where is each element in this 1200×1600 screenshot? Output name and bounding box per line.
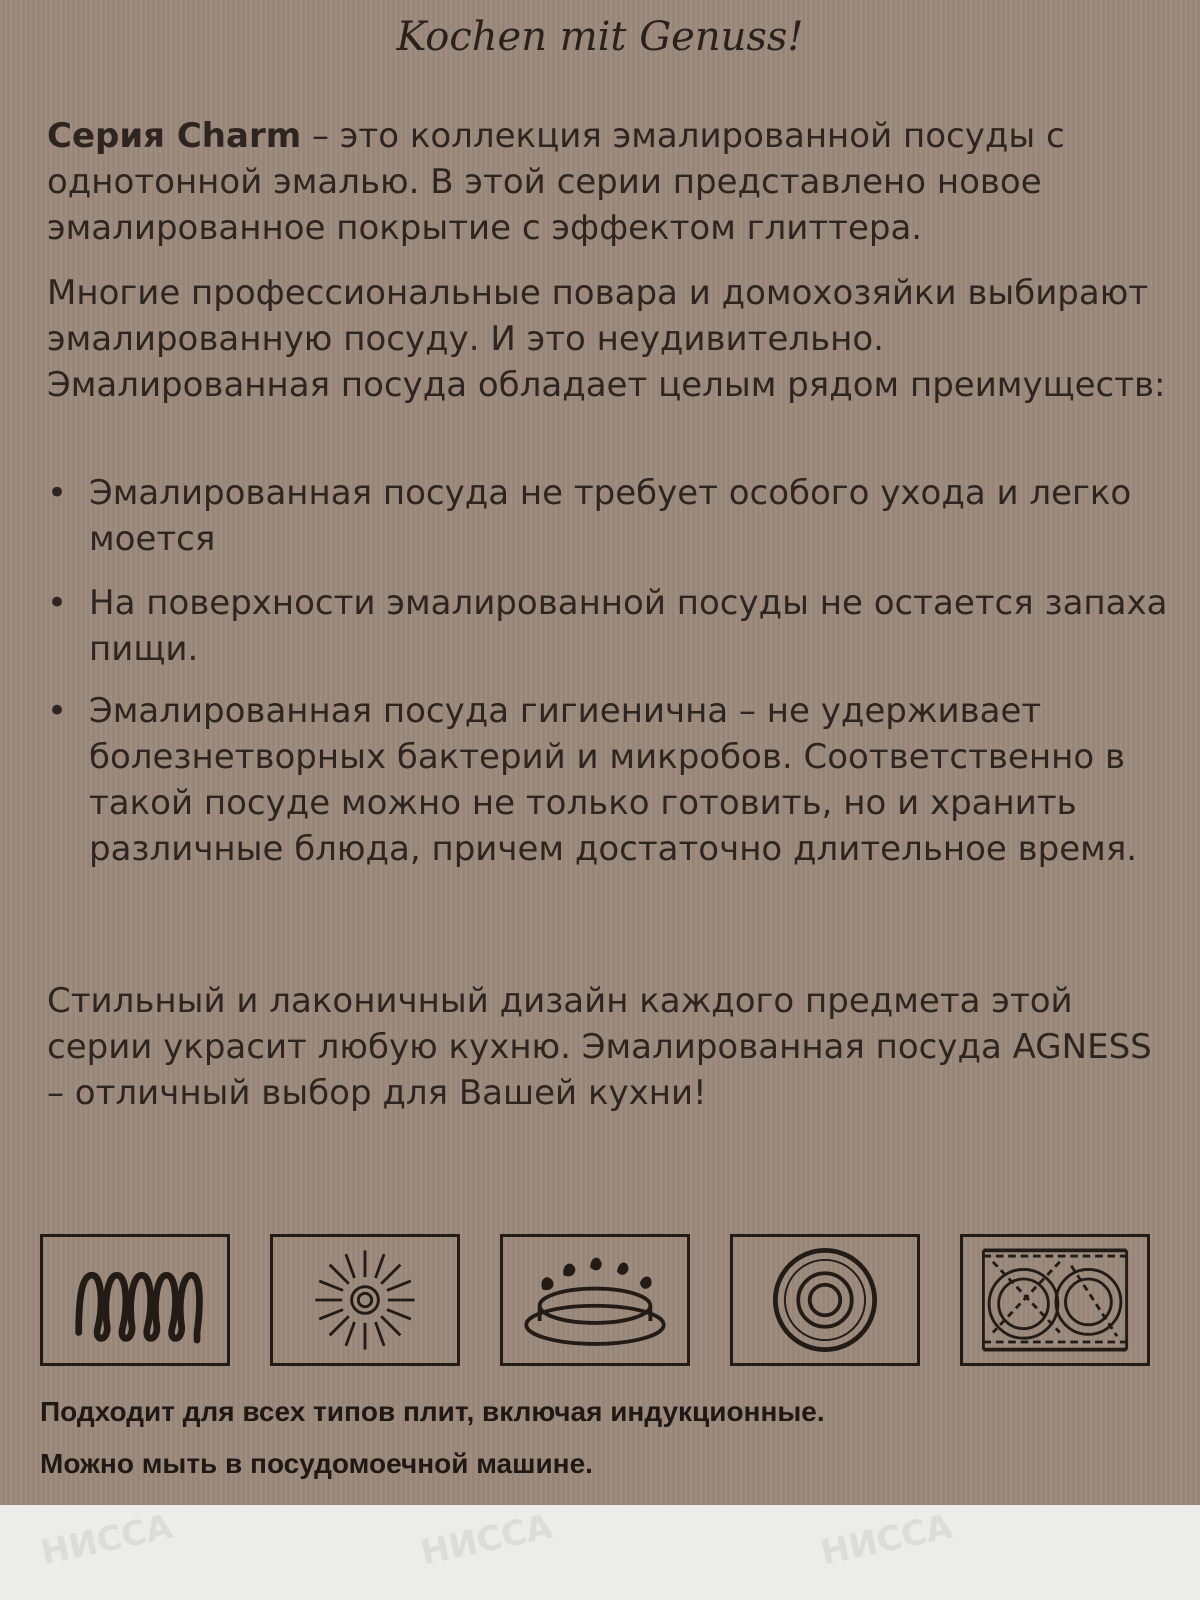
dishwasher-note: Можно мыть в посудомоечной машине. [40, 1448, 593, 1479]
slogan: Kochen mit Genuss! [396, 14, 804, 60]
bullet-text: На поверхности эмалированной посуды не остается запаха пищи. [89, 583, 1168, 669]
bullet-marker: • [47, 583, 68, 623]
stove-compatibility-icons [40, 1234, 1160, 1374]
bullet-text: Эмалированная посуда не требует особого ухода и легко моется [89, 473, 1132, 559]
series-name: Серия Charm [47, 116, 302, 156]
list-item [47, 580, 1177, 672]
list-item [47, 470, 1177, 562]
electric-coil-icon [40, 1234, 230, 1366]
benefits-intro-paragraph: Многие профессиональные повара и домохозяйки выбирают эмалированную посуду. И это неудивительно. Эмалированная посуда обладает целым рядом преимуществ: [47, 273, 1166, 405]
bullet-marker: • [47, 473, 68, 513]
induction-icon [730, 1234, 920, 1366]
design-paragraph: Стильный и лаконичный дизайн каждого предмета этой серии украсит любую кухню. Эмалированная посуда AGNESS – отличный выбор для Вашей кухни! [47, 981, 1152, 1113]
intro-text: – это коллекция эмалированной посуды с однотонной эмалью. В этой серии представлено новое эмалированное покрытие с эффектом глиттера. [47, 116, 1065, 248]
list-item [47, 688, 1177, 872]
watermark: НИССА [417, 1506, 556, 1574]
bullet-marker: • [47, 691, 68, 731]
bullet-text: Эмалированная посуда гигиенична – не удерживает болезнетворных бактерий и микробов. Соответственно в такой посуде можно не только готовить, но и хранить различные блюда, причем достаточно длительное время. [89, 691, 1138, 869]
watermark: НИССА [817, 1506, 956, 1574]
gas-burner-icon [500, 1234, 690, 1366]
dishwasher-icon [960, 1234, 1150, 1366]
compatibility-note: Подходит для всех типов плит, включая индукционные. [40, 1396, 825, 1427]
watermark: НИССА [37, 1506, 176, 1574]
radiant-heat-icon [270, 1234, 460, 1366]
intro-paragraph [47, 113, 1177, 251]
